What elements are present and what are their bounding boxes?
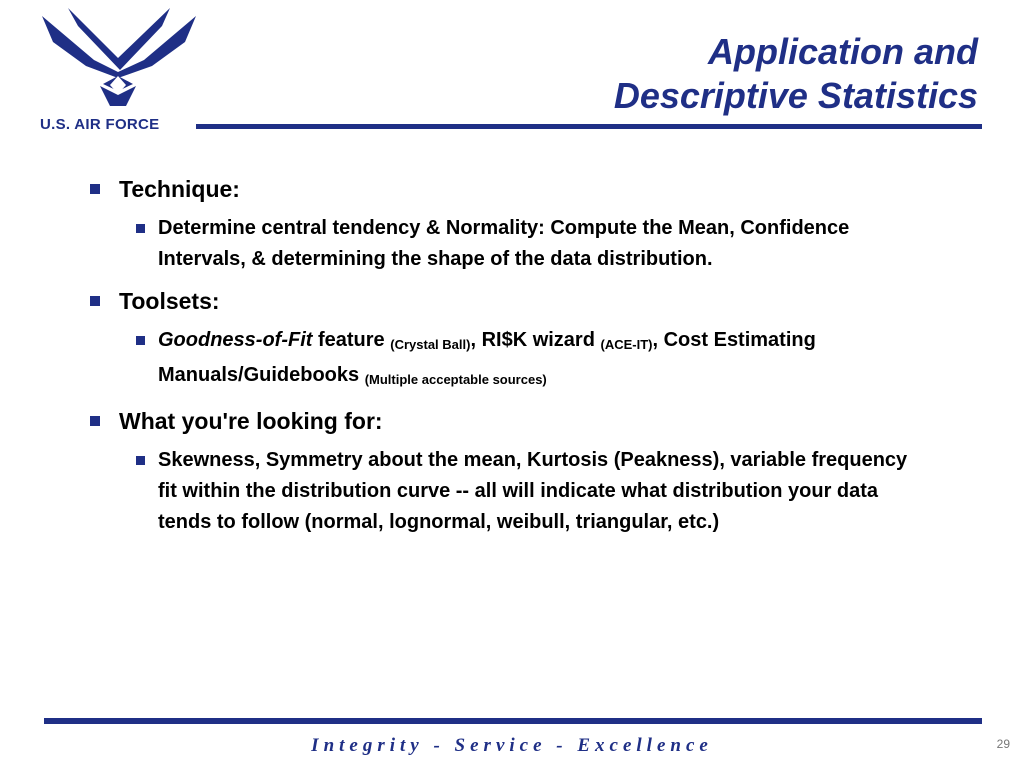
bullet-technique-detail: Determine central tendency & Normality: Compute the Mean, Confidence Intervals, & determining the shape of the data distribution. [135, 213, 928, 275]
cost-manuals-text: , Cost Estimating Manuals/Guidebooks [158, 329, 816, 386]
crystal-ball-note: (Crystal Ball) [390, 337, 471, 352]
risk-wizard-text: , RI$K wizard [470, 329, 601, 351]
ace-it-note: (ACE-IT) [600, 337, 653, 352]
footer-motto: Integrity - Service - Excellence [311, 735, 713, 756]
header-divider [196, 124, 982, 129]
title-line-1: Application and [708, 31, 978, 72]
bullet-technique: Technique: [88, 173, 928, 205]
air-force-symbol-icon [38, 8, 200, 120]
page-number: 29 [996, 737, 1010, 751]
air-force-logo-text: U.S. AIR FORCE [40, 116, 160, 133]
title-line-2: Descriptive Statistics [613, 75, 978, 116]
goodness-of-fit-term: Goodness-of-Fit [158, 329, 313, 351]
multiple-sources-note: (Multiple acceptable sources) [364, 372, 547, 387]
bullet-looking-for-detail: Skewness, Symmetry about the mean, Kurtosis (Peakness), variable frequency fit within the distribution curve -- all will indicate what distribution your data tends to follow (normal, lognormal, weibull, triangular, etc.) [135, 445, 928, 538]
bullet-toolsets-detail [135, 325, 928, 395]
bullet-looking-for: What you're looking for: [88, 405, 928, 437]
slide-title [614, 30, 978, 118]
footer-divider [44, 718, 982, 724]
slide-content [88, 173, 928, 548]
feature-text: feature [312, 329, 391, 351]
bullet-toolsets: Toolsets: [88, 285, 928, 317]
